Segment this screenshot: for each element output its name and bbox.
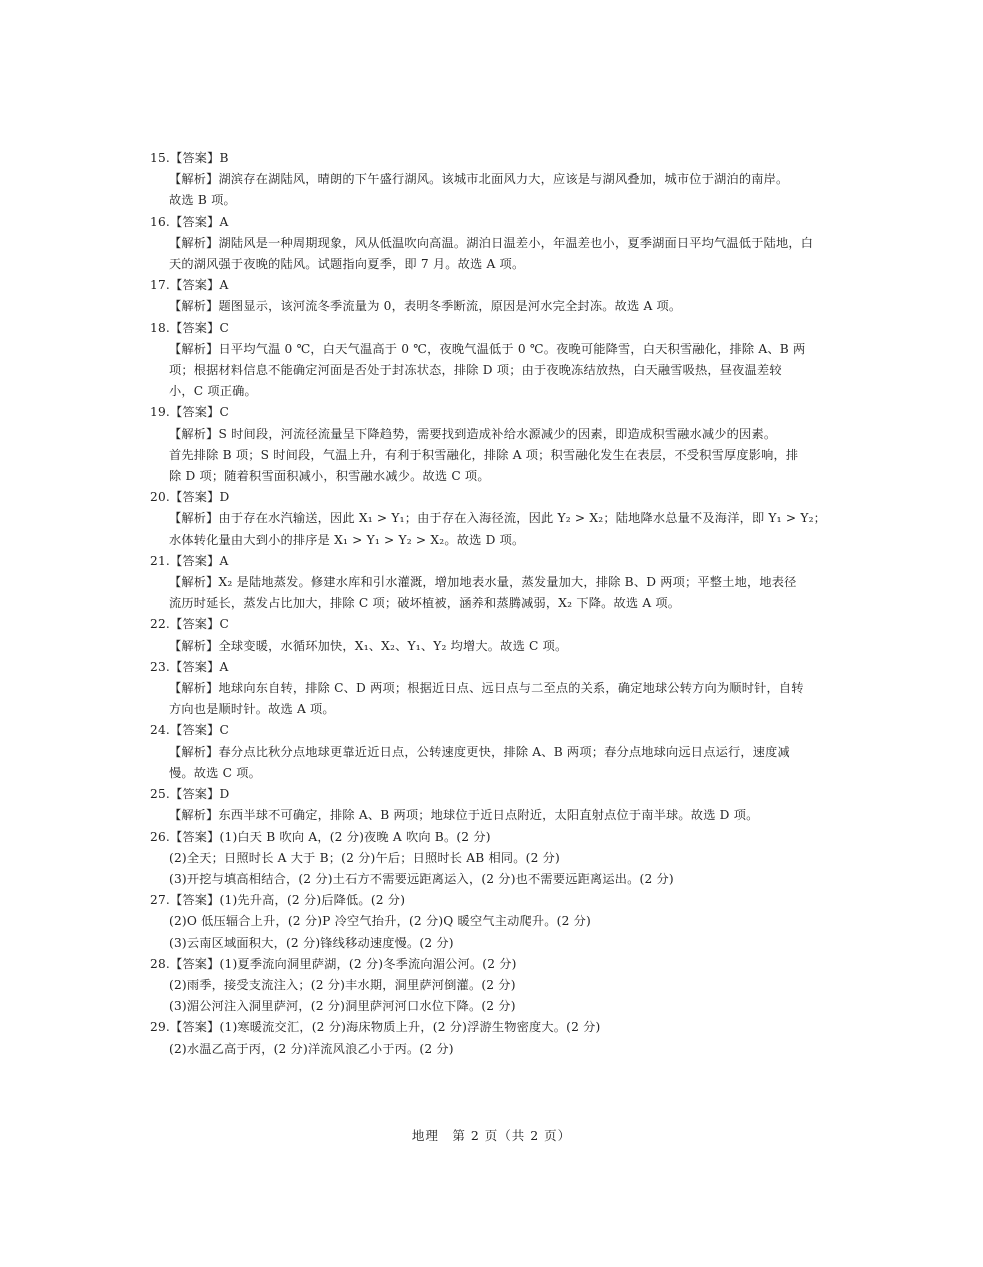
answer-line: 天的湖风强于夜晚的陆风。试题指向夏季，即 7 月。故选 A 项。 — [169, 257, 525, 272]
answer-key-content — [150, 148, 840, 1060]
answer-line: 【解析】全球变暖，水循环加快，X₁、X₂、Y₁、Y₂ 均增大。故选 C 项。 — [169, 638, 568, 653]
answer-line: (3)湄公河注入洞里萨河，(2 分)洞里萨河河口水位下降。(2 分) — [169, 999, 516, 1014]
answer-line: 故选 B 项。 — [169, 193, 236, 208]
answer-line: (2)O 低压辐合上升，(2 分)P 冷空气抬升，(2 分)Q 暖空气主动爬升。(2 分) — [169, 914, 591, 929]
question-answer-line: 27.【答案】(1)先升高，(2 分)后降低。(2 分) — [150, 893, 406, 908]
answer-line: 【解析】X₂ 是陆地蒸发。修建水库和引水灌溉，增加地表水量，蒸发量加大，排除 B、D 两项；平整土地，地表径 — [169, 575, 797, 590]
question-answer-line: 21.【答案】A — [150, 553, 229, 568]
answer-line: (2)雨季，接受支流注入；(2 分)丰水期，洞里萨河倒灌。(2 分) — [169, 977, 516, 992]
answer-line: 小，C 项正确。 — [169, 384, 257, 399]
answer-line: 【解析】S 时间段，河流径流量呈下降趋势，需要找到造成补给水源减少的因素，即造成积雪融水减少的因素。 — [169, 426, 777, 441]
question-answer-line: 18.【答案】C — [150, 320, 230, 335]
answer-line: (2)全天；日照时长 A 大于 B；(2 分)午后；日照时长 AB 相同。(2 分) — [169, 850, 560, 865]
answer-line: 【解析】由于存在水汽输送，因此 X₁ > Y₁；由于存在入海径流，因此 Y₂ > X₂；陆地降水总量不及海洋，即 Y₁ > Y₂； — [169, 511, 827, 526]
question-answer-line: 20.【答案】D — [150, 490, 230, 505]
answer-line: 【解析】日平均气温 0 ℃，白天气温高于 0 ℃，夜晚气温低于 0 ℃。夜晚可能降雪，白天积雪融化，排除 A、B 两 — [169, 341, 806, 356]
answer-line: 【解析】东西半球不可确定，排除 A、B 两项；地球位于近日点附近，太阳直射点位于南半球。故选 D 项。 — [169, 808, 759, 823]
question-answer-line: 17.【答案】A — [150, 278, 229, 293]
page-footer: 地理 第 2 页（共 2 页） — [411, 1128, 572, 1143]
answer-line: 【解析】题图显示，该河流冬季流量为 0，表明冬季断流，原因是河水完全封冻。故选 A 项。 — [169, 299, 682, 314]
question-answer-line: 28.【答案】(1)夏季流向洞里萨湖，(2 分)冬季流向湄公河。(2 分) — [150, 956, 517, 971]
question-answer-line: 25.【答案】D — [150, 787, 230, 802]
answer-line: (3)开挖与填高相结合，(2 分)土石方不需要远距离运入，(2 分)也不需要远距离运出。(2 分) — [169, 871, 674, 886]
question-answer-line: 26.【答案】(1)白天 B 吹向 A，(2 分)夜晚 A 吹向 B。(2 分) — [150, 829, 491, 844]
answer-line: 水体转化量由大到小的排序是 X₁ > Y₁ > Y₂ > X₂。故选 D 项。 — [169, 532, 525, 547]
answer-line: 【解析】湖陆风是一种周期现象，风从低温吹向高温。湖泊日温差小，年温差也小，夏季湖面日平均气温低于陆地，白 — [169, 235, 814, 250]
question-answer-line: 15.【答案】B — [150, 151, 229, 165]
question-answer-line: 29.【答案】(1)寒暖流交汇，(2 分)海床物质上升，(2 分)浮游生物密度大。(2 分) — [150, 1020, 601, 1035]
answer-line: 【解析】地球向东自转，排除 C、D 两项；根据近日点、远日点与二至点的关系，确定地球公转方向为顺时针，自转 — [169, 681, 804, 696]
answer-line: (3)云南区域面积大，(2 分)锋线移动速度慢。(2 分) — [169, 935, 454, 950]
answer-line: 流历时延长，蒸发占比加大，排除 C 项；破坏植被，涵养和蒸腾减弱，X₂ 下降。故选 A 项。 — [169, 596, 681, 611]
answer-line: 慢。故选 C 项。 — [169, 765, 261, 780]
answer-line: 首先排除 B 项；S 时间段，气温上升，有利于积雪融化，排除 A 项；积雪融化发生在表层，不受积雪厚度影响，排 — [169, 447, 799, 462]
answer-line: 【解析】春分点比秋分点地球更靠近近日点，公转速度更快，排除 A、B 两项；春分点地球向远日点运行，速度减 — [169, 744, 790, 759]
question-answer-line: 22.【答案】C — [150, 617, 230, 632]
question-answer-line: 24.【答案】C — [150, 723, 230, 738]
question-answer-line: 16.【答案】A — [150, 214, 229, 229]
answer-line: 【解析】湖滨存在湖陆风，晴朗的下午盛行湖风。该城市北面风力大，应该是与湖风叠加，城市位于湖泊的南岸。 — [169, 172, 789, 187]
answer-line: (2)水温乙高于丙，(2 分)洋流风浪乙小于丙。(2 分) — [169, 1041, 454, 1056]
question-answer-line: 19.【答案】C — [150, 405, 230, 420]
answer-line: 项；根据材料信息不能确定河面是否处于封冻状态，排除 D 项；由于夜晚冻结放热，白天融雪吸热，昼夜温差较 — [169, 363, 782, 378]
question-answer-line: 23.【答案】A — [150, 659, 229, 674]
answer-line: 除 D 项；随着积雪面积减小，积雪融水减少。故选 C 项。 — [169, 469, 490, 484]
answer-line: 方向也是顺时针。故选 A 项。 — [169, 702, 335, 717]
